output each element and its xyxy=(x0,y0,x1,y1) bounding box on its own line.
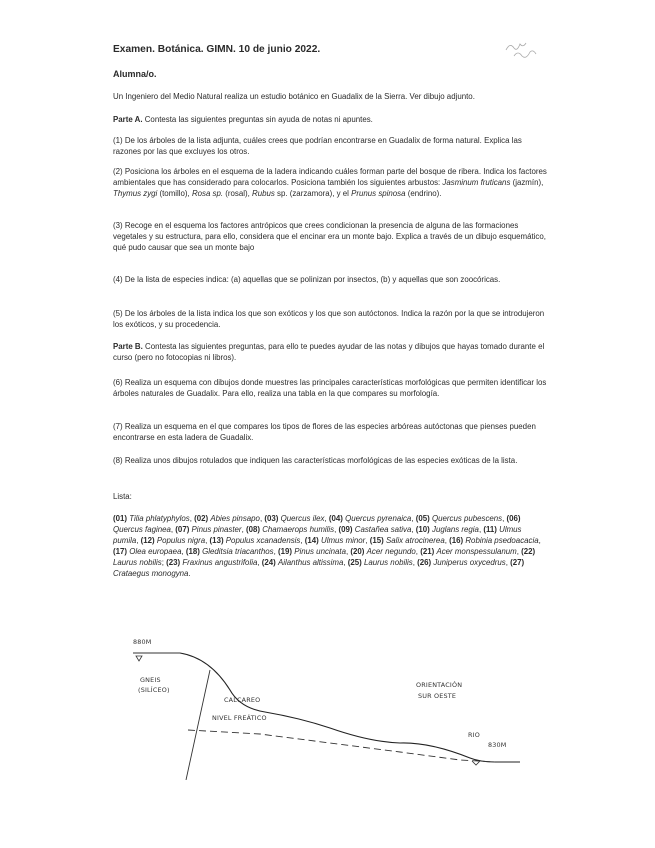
species-number: (17) xyxy=(113,547,128,556)
student-label: Alumna/o. xyxy=(113,69,157,79)
lista-label: Lista: xyxy=(113,492,132,501)
species-name: Quercus ilex xyxy=(280,514,325,523)
question-2-text: (tomillo), xyxy=(157,189,192,198)
species-separator: , xyxy=(170,525,176,534)
slope-diagram xyxy=(100,630,530,780)
species-number: (10) xyxy=(415,525,430,534)
species-number: (03) xyxy=(264,514,279,523)
species-number: (22) xyxy=(521,547,536,556)
species-name: Ulmus minor xyxy=(321,536,366,545)
species-name: Abies pinsapo xyxy=(210,514,260,523)
species-name: Salix atrocinerea xyxy=(385,536,445,545)
part-a-label: Parte A. xyxy=(113,115,143,124)
geology-boundary xyxy=(186,670,210,780)
species-number: (23) xyxy=(166,558,181,567)
species-separator: , xyxy=(334,525,339,534)
species-name: Chamaerops humilis xyxy=(262,525,335,534)
species-name: Tilia phlatyphylos xyxy=(129,514,190,523)
species-name: Populus nigra xyxy=(156,536,206,545)
species-name: Crataegus monogyna xyxy=(113,569,189,578)
species-name: Quercus faginea xyxy=(113,525,171,534)
species-separator: , xyxy=(257,558,262,567)
species-name: Juniperus oxycedrus xyxy=(433,558,506,567)
calcareo-label: CALCAREO xyxy=(224,696,261,704)
species-separator: , xyxy=(516,547,522,556)
species-number: (15) xyxy=(369,536,384,545)
exam-title: Examen. Botánica. GIMN. 10 de junio 2022. xyxy=(113,44,321,55)
species-number: (24) xyxy=(261,558,276,567)
question-2 xyxy=(113,166,549,199)
question-7: (7) Realiza un esquema en el que compares los tipos de flores de las especies arbóreas autóctonas que pienses pueden encontrarse en esta ladera de Guadalix. xyxy=(113,422,536,442)
species-separator: , xyxy=(478,525,484,534)
species-name: Pinus pinaster xyxy=(191,525,242,534)
species-name: Laurus nobilis xyxy=(113,558,162,567)
species-number: (16) xyxy=(449,536,464,545)
summit-marker-icon xyxy=(136,656,142,661)
species-separator: , xyxy=(136,536,141,545)
species-name: Fraxinus angustrifolia xyxy=(182,558,258,567)
species-separator: , xyxy=(365,536,370,545)
part-b-instructions: Contesta las siguientes preguntas, para ello te puedes ayudar de las notas y dibujos que hayas tomado durante el curso (pero no fotocopias ni libros). xyxy=(113,342,545,362)
species-name: Juglans regia xyxy=(432,525,479,534)
species-separator: , xyxy=(259,514,265,523)
species-separator: , xyxy=(411,514,416,523)
part-a-instructions: Contesta las siguientes preguntas sin ayuda de notas ni apuntes. xyxy=(144,115,373,124)
species-number: (12) xyxy=(140,536,155,545)
part-b-label: Parte B. xyxy=(113,342,143,351)
species-separator: , xyxy=(415,547,421,556)
species-number: (26) xyxy=(417,558,432,567)
species-separator: ; xyxy=(161,558,167,567)
question-2-text: sp. (zarzamora), y el xyxy=(274,189,352,198)
orientation-label: ORIENTACIÓN xyxy=(416,681,463,689)
species-number: (07) xyxy=(175,525,190,534)
slope-profile xyxy=(180,653,520,762)
orientation-direction-label: SUR OESTE xyxy=(418,692,457,700)
species-number: (27) xyxy=(510,558,525,567)
species-name: Quercus pyrenaica xyxy=(345,514,412,523)
rock-label: GNEIS xyxy=(140,676,161,684)
species-name: Pinus uncinata xyxy=(294,547,347,556)
species-separator: , xyxy=(300,536,305,545)
species-name: Populus xcanadensis xyxy=(225,536,301,545)
species-name: Ailanthus altissima xyxy=(277,558,344,567)
question-3: (3) Recoge en el esquema los factores antrópicos que crees condicionan la presencia de alguna de las formaciones vegetales y su estructura, para ello, considera que el encinar era un monte bajo. Explica a través de un dibujo esquemático, qué pudo causar que sea un monte bajo xyxy=(113,221,546,252)
question-2-text: (2) Posiciona los árboles en el esquema de la ladera indicando cuáles forman parte del bosque de ribera. Indica los factores ambientales que has considerado para colocarlos. Posiciona también los siguientes arbustos: xyxy=(113,167,547,187)
part-b-paragraph xyxy=(113,341,549,363)
question-2-text: (rosal), xyxy=(223,189,253,198)
species-number: (05) xyxy=(415,514,430,523)
species-separator: , xyxy=(346,547,351,556)
rock-type-label: (SILÍCEO) xyxy=(138,686,170,694)
species-name: Laurus nobilis xyxy=(363,558,413,567)
species-name: Jasminum fruticans xyxy=(442,178,511,187)
part-a-heading xyxy=(113,114,549,125)
question-2-text: (jazmín), xyxy=(510,178,544,187)
species-name: Prunus spinosa xyxy=(351,189,406,198)
species-number: (18) xyxy=(185,547,200,556)
species-name: Quercus pubescens xyxy=(431,514,503,523)
species-number: (08) xyxy=(245,525,260,534)
species-separator: , xyxy=(412,558,418,567)
species-name: Rosa sp. xyxy=(191,189,224,198)
species-number: (25) xyxy=(347,558,362,567)
nivel-freatico-label: NIVEL FREÁTICO xyxy=(212,714,267,722)
species-name: Gleditsia triacanthos xyxy=(202,547,274,556)
species-name: Rubus xyxy=(252,189,275,198)
species-number: (19) xyxy=(278,547,293,556)
species-separator: . xyxy=(188,569,191,578)
species-separator: , xyxy=(505,558,511,567)
intro-paragraph: Un Ingeniero del Medio Natural realiza un estudio botánico en Guadalix de la Sierra. Ver dibujo adjunto. xyxy=(113,92,475,101)
question-2-text: (endrino). xyxy=(405,189,442,198)
question-5: (5) De los árboles de la lista indica los que son exóticos y los que son autóctonos. Indica la razón por la que se introdujeron los exóticos, y su procedencia. xyxy=(113,309,545,329)
species-number: (01) xyxy=(113,514,128,523)
species-separator: , xyxy=(241,525,246,534)
species-number: (20) xyxy=(350,547,365,556)
top-altitude-label: 880M xyxy=(133,638,152,646)
species-name: Robinia psedoacacia xyxy=(465,536,539,545)
species-list xyxy=(113,513,549,579)
species-number: (21) xyxy=(420,547,435,556)
bottom-altitude-label: 830M xyxy=(488,741,507,749)
species-number: (09) xyxy=(338,525,353,534)
species-separator: , xyxy=(181,547,186,556)
species-separator: , xyxy=(205,536,210,545)
species-separator: , xyxy=(411,525,416,534)
species-name: Ulmus pumila xyxy=(113,525,522,545)
species-separator: , xyxy=(538,536,541,545)
species-name: Acer monspessulanum xyxy=(436,547,517,556)
river-marker-icon xyxy=(472,761,480,765)
species-number: (13) xyxy=(209,536,224,545)
species-separator: , xyxy=(444,536,450,545)
species-number: (04) xyxy=(328,514,343,523)
species-number: (02) xyxy=(194,514,209,523)
question-1: (1) De los árboles de la lista adjunta, cuáles crees que podrían encontrarse en Guadalix de forma natural. Explica las razones por las que excluyes los otros. xyxy=(113,136,522,156)
species-name: Acer negundo xyxy=(366,547,416,556)
species-separator: , xyxy=(273,547,278,556)
water-table-line xyxy=(188,730,495,762)
species-name: Castañea sativa xyxy=(354,525,412,534)
question-4: (4) De la lista de especies indica: (a) aquellas que se polinizan por insectos, (b) y aquellas que son zoocóricas. xyxy=(113,275,501,284)
species-separator: , xyxy=(324,514,329,523)
species-number: (11) xyxy=(483,525,497,534)
handwritten-note xyxy=(500,30,550,70)
species-number: (06) xyxy=(506,514,521,523)
species-name: Olea europaea xyxy=(129,547,182,556)
species-separator: , xyxy=(502,514,507,523)
species-number: (14) xyxy=(304,536,319,545)
river-label: RIO xyxy=(468,731,480,739)
question-6: (6) Realiza un esquema con dibujos donde muestres las principales características morfológicas que permiten identificar los árboles naturales de Guadalix. Para ello, realiza una tabla en la que compares su morfología. xyxy=(113,378,547,398)
question-8: (8) Realiza unos dibujos rotulados que indiquen las características morfológicas de las especies exóticas de la lista. xyxy=(113,456,518,465)
species-separator: , xyxy=(189,514,195,523)
species-separator: , xyxy=(343,558,348,567)
species-name: Thymus zygi xyxy=(113,189,158,198)
